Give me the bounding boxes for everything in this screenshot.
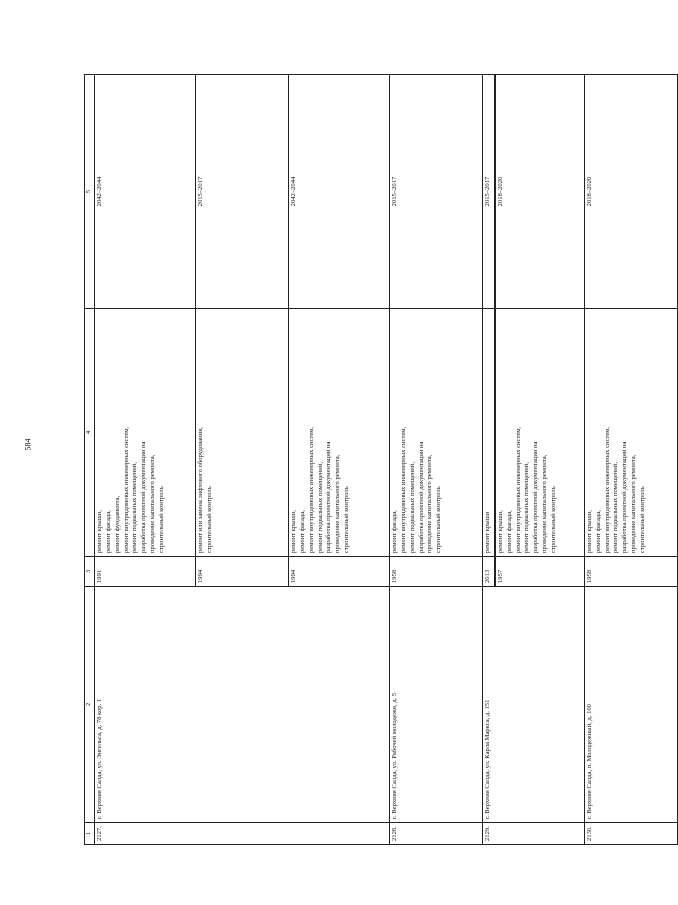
table-row bbox=[482, 75, 494, 845]
year-cell: 1957 bbox=[495, 557, 585, 587]
period-cell: 2015–2017 bbox=[195, 75, 288, 309]
address-cell: г. Верхняя Салда, ул. Энгельса, д. 78 кор. 1 bbox=[94, 587, 389, 823]
table-row bbox=[94, 75, 195, 845]
year-cell: 1958 bbox=[389, 557, 482, 587]
works-cell: ремонт крыши, ремонт фасада, ремонт внутридомовых инженерных систем, ремонт подвальных помещений, разработка проектной документации на проведение капитального ремонта, строительный контроль bbox=[584, 309, 677, 557]
header-cell: 5 bbox=[85, 75, 95, 309]
address-cell: г. Верхняя Салда, ул. Карла Маркса, д. 151 bbox=[482, 587, 584, 823]
address-cell: г. Верхняя Салда, ул. Рабочей молодежи, д. 5 bbox=[389, 587, 482, 823]
row-number: 2130. bbox=[584, 823, 677, 845]
capital-repair-table bbox=[84, 74, 678, 845]
period-cell: 2018–2020 bbox=[584, 75, 677, 309]
row-number: 2128. bbox=[389, 823, 482, 845]
rotated-table-container bbox=[84, 75, 647, 845]
works-cell: ремонт крыши bbox=[482, 309, 494, 557]
works-cell: ремонт или замена лифтового оборудования, строительный контроль bbox=[195, 309, 288, 557]
year-cell: 1994 bbox=[195, 557, 288, 587]
year-cell: 1958 bbox=[584, 557, 677, 587]
address-cell: г. Верхняя Салда, п. Молодежный, д. 100 bbox=[584, 587, 677, 823]
works-cell: ремонт крыши, ремонт фасада, ремонт внутридомовых инженерных систем, ремонт подвальных помещений, разработка проектной документации на проведение капитального ремонта, строительный контроль bbox=[288, 309, 389, 557]
table-row bbox=[584, 75, 677, 845]
works-cell: ремонт крыши, ремонт фасада, ремонт внутридомовых инженерных систем, ремонт подвальных помещений, разработка проектной документации на проведение капитального ремонта, строительный контроль bbox=[495, 309, 585, 557]
row-number: 2129. bbox=[482, 823, 584, 845]
year-cell: 2013 bbox=[482, 557, 494, 587]
works-cell: ремонт крыши, ремонт фасада, ремонт фундамента, ремонт внутридомовых инженерных систем, ремонт подвальных помещений, разработка проектной документации на проведение капитального ремонта, строительный контроль bbox=[94, 309, 195, 557]
page-number: 584 bbox=[23, 438, 33, 451]
period-cell: 2042–2044 bbox=[288, 75, 389, 309]
period-cell: 2018–2020 bbox=[495, 75, 585, 309]
header-cell: 1 bbox=[85, 823, 95, 845]
period-cell: 2042–2044 bbox=[94, 75, 195, 309]
header-row bbox=[85, 75, 95, 845]
period-cell: 2015–2017 bbox=[389, 75, 482, 309]
header-cell: 4 bbox=[85, 309, 95, 557]
works-cell: ремонт фасада, ремонт внутридомовых инженерных систем, ремонт подвальных помещений, разработка проектной документации на проведение капитального ремонта, строительный контроль bbox=[389, 309, 482, 557]
period-cell: 2015–2017 bbox=[482, 75, 494, 309]
row-number: 2127. bbox=[94, 823, 389, 845]
year-cell: 1991 bbox=[94, 557, 195, 587]
header-cell: 3 bbox=[85, 557, 95, 587]
header-cell: 2 bbox=[85, 587, 95, 823]
table-row bbox=[389, 75, 482, 845]
year-cell: 1994 bbox=[288, 557, 389, 587]
